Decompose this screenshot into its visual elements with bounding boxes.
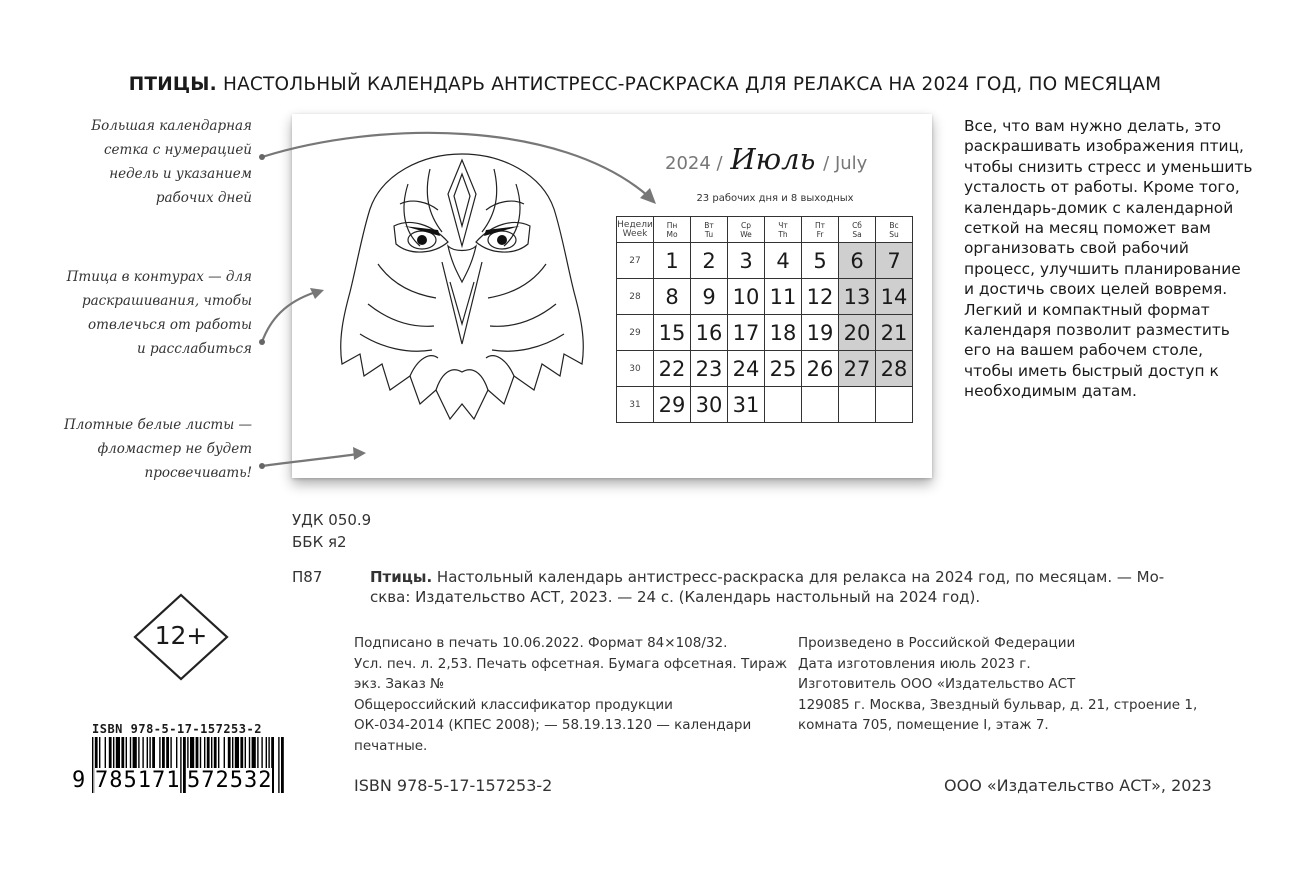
day-header-en: Sa [852, 229, 862, 239]
day-header-ru: Пн [666, 220, 678, 230]
barcode-digit-first: 9 [72, 768, 86, 793]
day-cell: 25 [765, 351, 802, 387]
day-header-ru: Вт [704, 220, 714, 230]
note-line: недель и указанием [109, 166, 252, 182]
weekend-cell: 21 [876, 315, 913, 351]
day-header-ru: Сб [852, 220, 862, 230]
note-line: раскрашивания, чтобы [81, 293, 252, 309]
weekend-cell: 7 [876, 243, 913, 279]
day-cell: 16 [691, 315, 728, 351]
barcode-bar [278, 737, 279, 793]
weekend-cell: 27 [839, 351, 876, 387]
arrow-to-paper [262, 454, 358, 466]
note-line: отвлечься от работы [88, 317, 252, 333]
day-cell: 2 [691, 243, 728, 279]
day-header-en: Su [889, 229, 899, 239]
note-line: просвечивать! [144, 465, 252, 481]
day-cell: 9 [691, 279, 728, 315]
barcode-bar [183, 737, 186, 793]
day-header-en: We [740, 229, 752, 239]
barcode-digits-left: 785171 [95, 768, 181, 793]
note-line: рабочих дней [155, 190, 252, 206]
title-bold: ПТИЦЫ. [128, 74, 217, 95]
description: Все, что вам нужно делать, это раскрашивать изображения птиц, чтобы снизить стресс и уменьшить усталость от работы. Кроме того, календарь-домик с календарной сеткой на месяц поможет вам организовать свой рабочий процесс, улучшить планирование и достичь своих целей вовремя. Легкий и компактный формат календаря позволит разместить его на вашем рабочем столе, чтобы иметь быстрый доступ к необходимым датам. [964, 117, 1253, 401]
copyright: ООО «Издательство АСТ», 2023 [944, 776, 1212, 795]
barcode-digits-right: 572532 [187, 768, 273, 793]
note-line: Плотные белые листы — [63, 417, 252, 433]
day-header-ru: Ср [741, 220, 751, 230]
arrow-to-bird [262, 292, 316, 342]
day-cell: 22 [654, 351, 691, 387]
week-number: 28 [617, 279, 654, 315]
barcode-bar [92, 737, 93, 793]
week-number: 27 [617, 243, 654, 279]
biblio-line-1 [370, 568, 1164, 586]
imprint-line: Изготовитель ООО «Издательство АСТ [798, 676, 1076, 692]
day-cell: 26 [802, 351, 839, 387]
imprint-left [354, 633, 787, 756]
day-cell: 23 [691, 351, 728, 387]
day-cell: 24 [728, 351, 765, 387]
barcode-bar [281, 737, 284, 793]
calendar-month-en: / July [823, 153, 868, 174]
imprint-line: Общероссийский классификатор продукции [354, 696, 673, 713]
note-line: сетка с нумерацией [104, 142, 252, 158]
imprint-line: Дата изготовления июль 2023 г. [798, 655, 1031, 672]
day-cell: 3 [728, 243, 765, 279]
imprint-line: Усл. печ. л. 2,53. Печать офсетная. Бумага офсетная. Тираж [354, 655, 788, 672]
week-header-ru: Недели [617, 219, 653, 230]
day-cell: 5 [802, 243, 839, 279]
day-cell: 15 [654, 315, 691, 351]
calendar-year: 2024 / [665, 153, 723, 174]
imprint-line: Подписано в печать 10.06.2022. Формат 84×108/32. [354, 635, 728, 651]
note-line: и расслабиться [136, 341, 252, 357]
bbk: ББК я2 [292, 533, 347, 551]
note-line: Большая календарная [91, 118, 252, 134]
imprint-line: экз. Заказ № [354, 676, 445, 692]
biblio-rest: Настольный календарь антистресс-раскраска для релакса на 2024 год, по месяцам. — Мо- [432, 568, 1165, 586]
day-cell: 19 [802, 315, 839, 351]
calendar-subtitle: 23 рабочих дня и 8 выходных [696, 193, 854, 204]
weekend-cell: 20 [839, 315, 876, 351]
title-rest: НАСТОЛЬНЫЙ КАЛЕНДАРЬ АНТИСТРЕСС-РАСКРАСКА ДЛЯ РЕЛАКСА НА 2024 ГОД, ПО МЕСЯЦАМ [216, 74, 1162, 95]
day-header-ru: Чт [778, 220, 788, 230]
day-cell: 11 [765, 279, 802, 315]
week-number: 30 [617, 351, 654, 387]
imprint-right [798, 633, 1197, 736]
week-header-en: Week [622, 228, 648, 239]
day-cell: 4 [765, 243, 802, 279]
weekend-cell: 13 [839, 279, 876, 315]
day-cell: 18 [765, 315, 802, 351]
isbn-bottom: ISBN 978-5-17-157253-2 [354, 776, 553, 795]
age-rating: 12+ [154, 621, 208, 650]
weekend-cell: 14 [876, 279, 913, 315]
arrow-to-grid [262, 133, 648, 196]
day-cell: 29 [654, 387, 691, 423]
biblio-line-2: сква: Издательство АСТ, 2023. — 24 с. (Календарь настольный на 2024 год). [370, 588, 981, 606]
note-line: фломастер не будет [97, 441, 252, 457]
author-code: П87 [292, 568, 323, 586]
day-header-en: Th [778, 229, 788, 239]
week-number: 31 [617, 387, 654, 423]
day-cell: 1 [654, 243, 691, 279]
day-cell: 31 [728, 387, 765, 423]
day-header-ru: Вс [889, 220, 899, 230]
barcode-isbn: ISBN 978-5-17-157253-2 [92, 722, 262, 736]
day-cell: 8 [654, 279, 691, 315]
day-header-en: Mo [666, 229, 678, 239]
day-cell: 12 [802, 279, 839, 315]
day-header-ru: Пт [814, 220, 825, 230]
weekend-cell: 28 [876, 351, 913, 387]
udk: УДК 050.9 [292, 511, 372, 529]
weekend-cell: 6 [839, 243, 876, 279]
day-cell: 30 [691, 387, 728, 423]
imprint-line: печатные. [354, 737, 428, 754]
note-line: Птица в контурах — для [66, 269, 252, 285]
day-cell: 17 [728, 315, 765, 351]
week-number: 29 [617, 315, 654, 351]
imprint-line: комната 705, помещение I, этаж 7. [798, 717, 1049, 733]
imprint-line: 129085 г. Москва, Звездный бульвар, д. 21, строение 1, [798, 696, 1198, 713]
day-header-en: Fr [816, 229, 824, 239]
imprint-line: Произведено в Российской Федерации [798, 635, 1076, 651]
calendar-month: Июль [730, 142, 816, 176]
day-cell: 10 [728, 279, 765, 315]
imprint-line: ОК-034-2014 (КПЕС 2008); — 58.19.13.120 — календари [354, 717, 752, 733]
day-header-en: Tu [704, 229, 714, 239]
biblio-bold: Птицы. [370, 568, 433, 586]
